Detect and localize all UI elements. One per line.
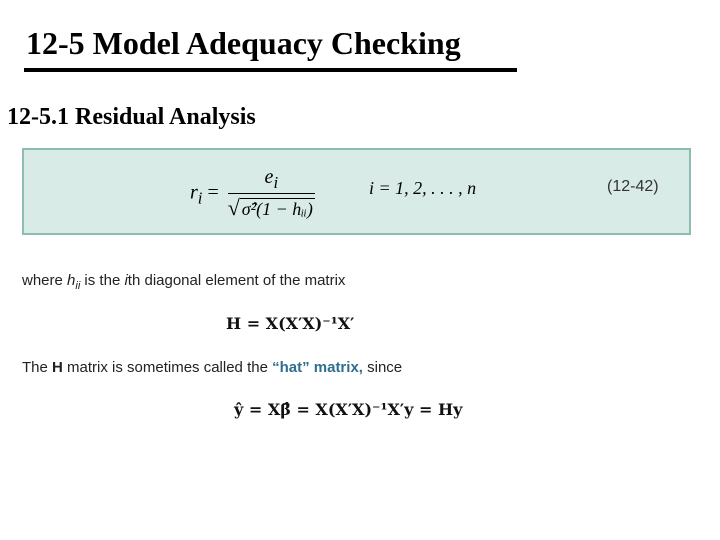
sqrt-icon: √ <box>227 195 240 220</box>
eq-numerator <box>228 165 315 194</box>
hat-matrix-formula: H = X(X′X)⁻¹X′ <box>226 314 355 333</box>
section-subtitle: 12-5.1 Residual Analysis <box>7 104 256 130</box>
eq-denominator-expression: σ̂²(1 − hᵢᵢ) <box>241 199 313 219</box>
line2-H: H <box>52 359 63 376</box>
line2-mid: matrix is sometimes called the <box>62 359 273 376</box>
eq-numerator-subscript: i <box>273 173 279 192</box>
line1-mid: is the <box>80 272 125 289</box>
line1-prefix: where <box>22 272 68 289</box>
hat-matrix-highlight: “hat” matrix, <box>272 359 363 376</box>
line1-suffix: th diagonal element of the matrix <box>127 272 346 289</box>
title-underline <box>24 68 517 72</box>
line2-prefix: The <box>22 359 53 376</box>
residual-equation <box>190 165 315 223</box>
y-hat-formula: ŷ = Xβ̂ = X(X′X)⁻¹X′y = Hy <box>234 400 463 419</box>
eq-number: (12-42) <box>607 178 659 195</box>
eq-denominator <box>228 194 315 223</box>
eq-fraction <box>228 165 315 223</box>
eq-numerator-e: e <box>264 166 274 188</box>
line2-suffix: since <box>362 359 403 376</box>
eq-lhs: r <box>190 181 198 204</box>
line1-i: i <box>124 272 128 289</box>
line1-h-subscript: ii <box>75 280 81 292</box>
text-line-1 <box>22 272 345 292</box>
eq-lhs-subscript: i <box>197 188 203 208</box>
eq-equals: = <box>207 181 219 204</box>
text-line-2 <box>22 359 402 376</box>
equation-box <box>22 148 691 235</box>
eq-index-range: i = 1, 2, . . . , n <box>369 178 477 198</box>
line1-h: h <box>67 272 76 289</box>
slide-title: 12-5 Model Adequacy Checking <box>26 25 461 61</box>
